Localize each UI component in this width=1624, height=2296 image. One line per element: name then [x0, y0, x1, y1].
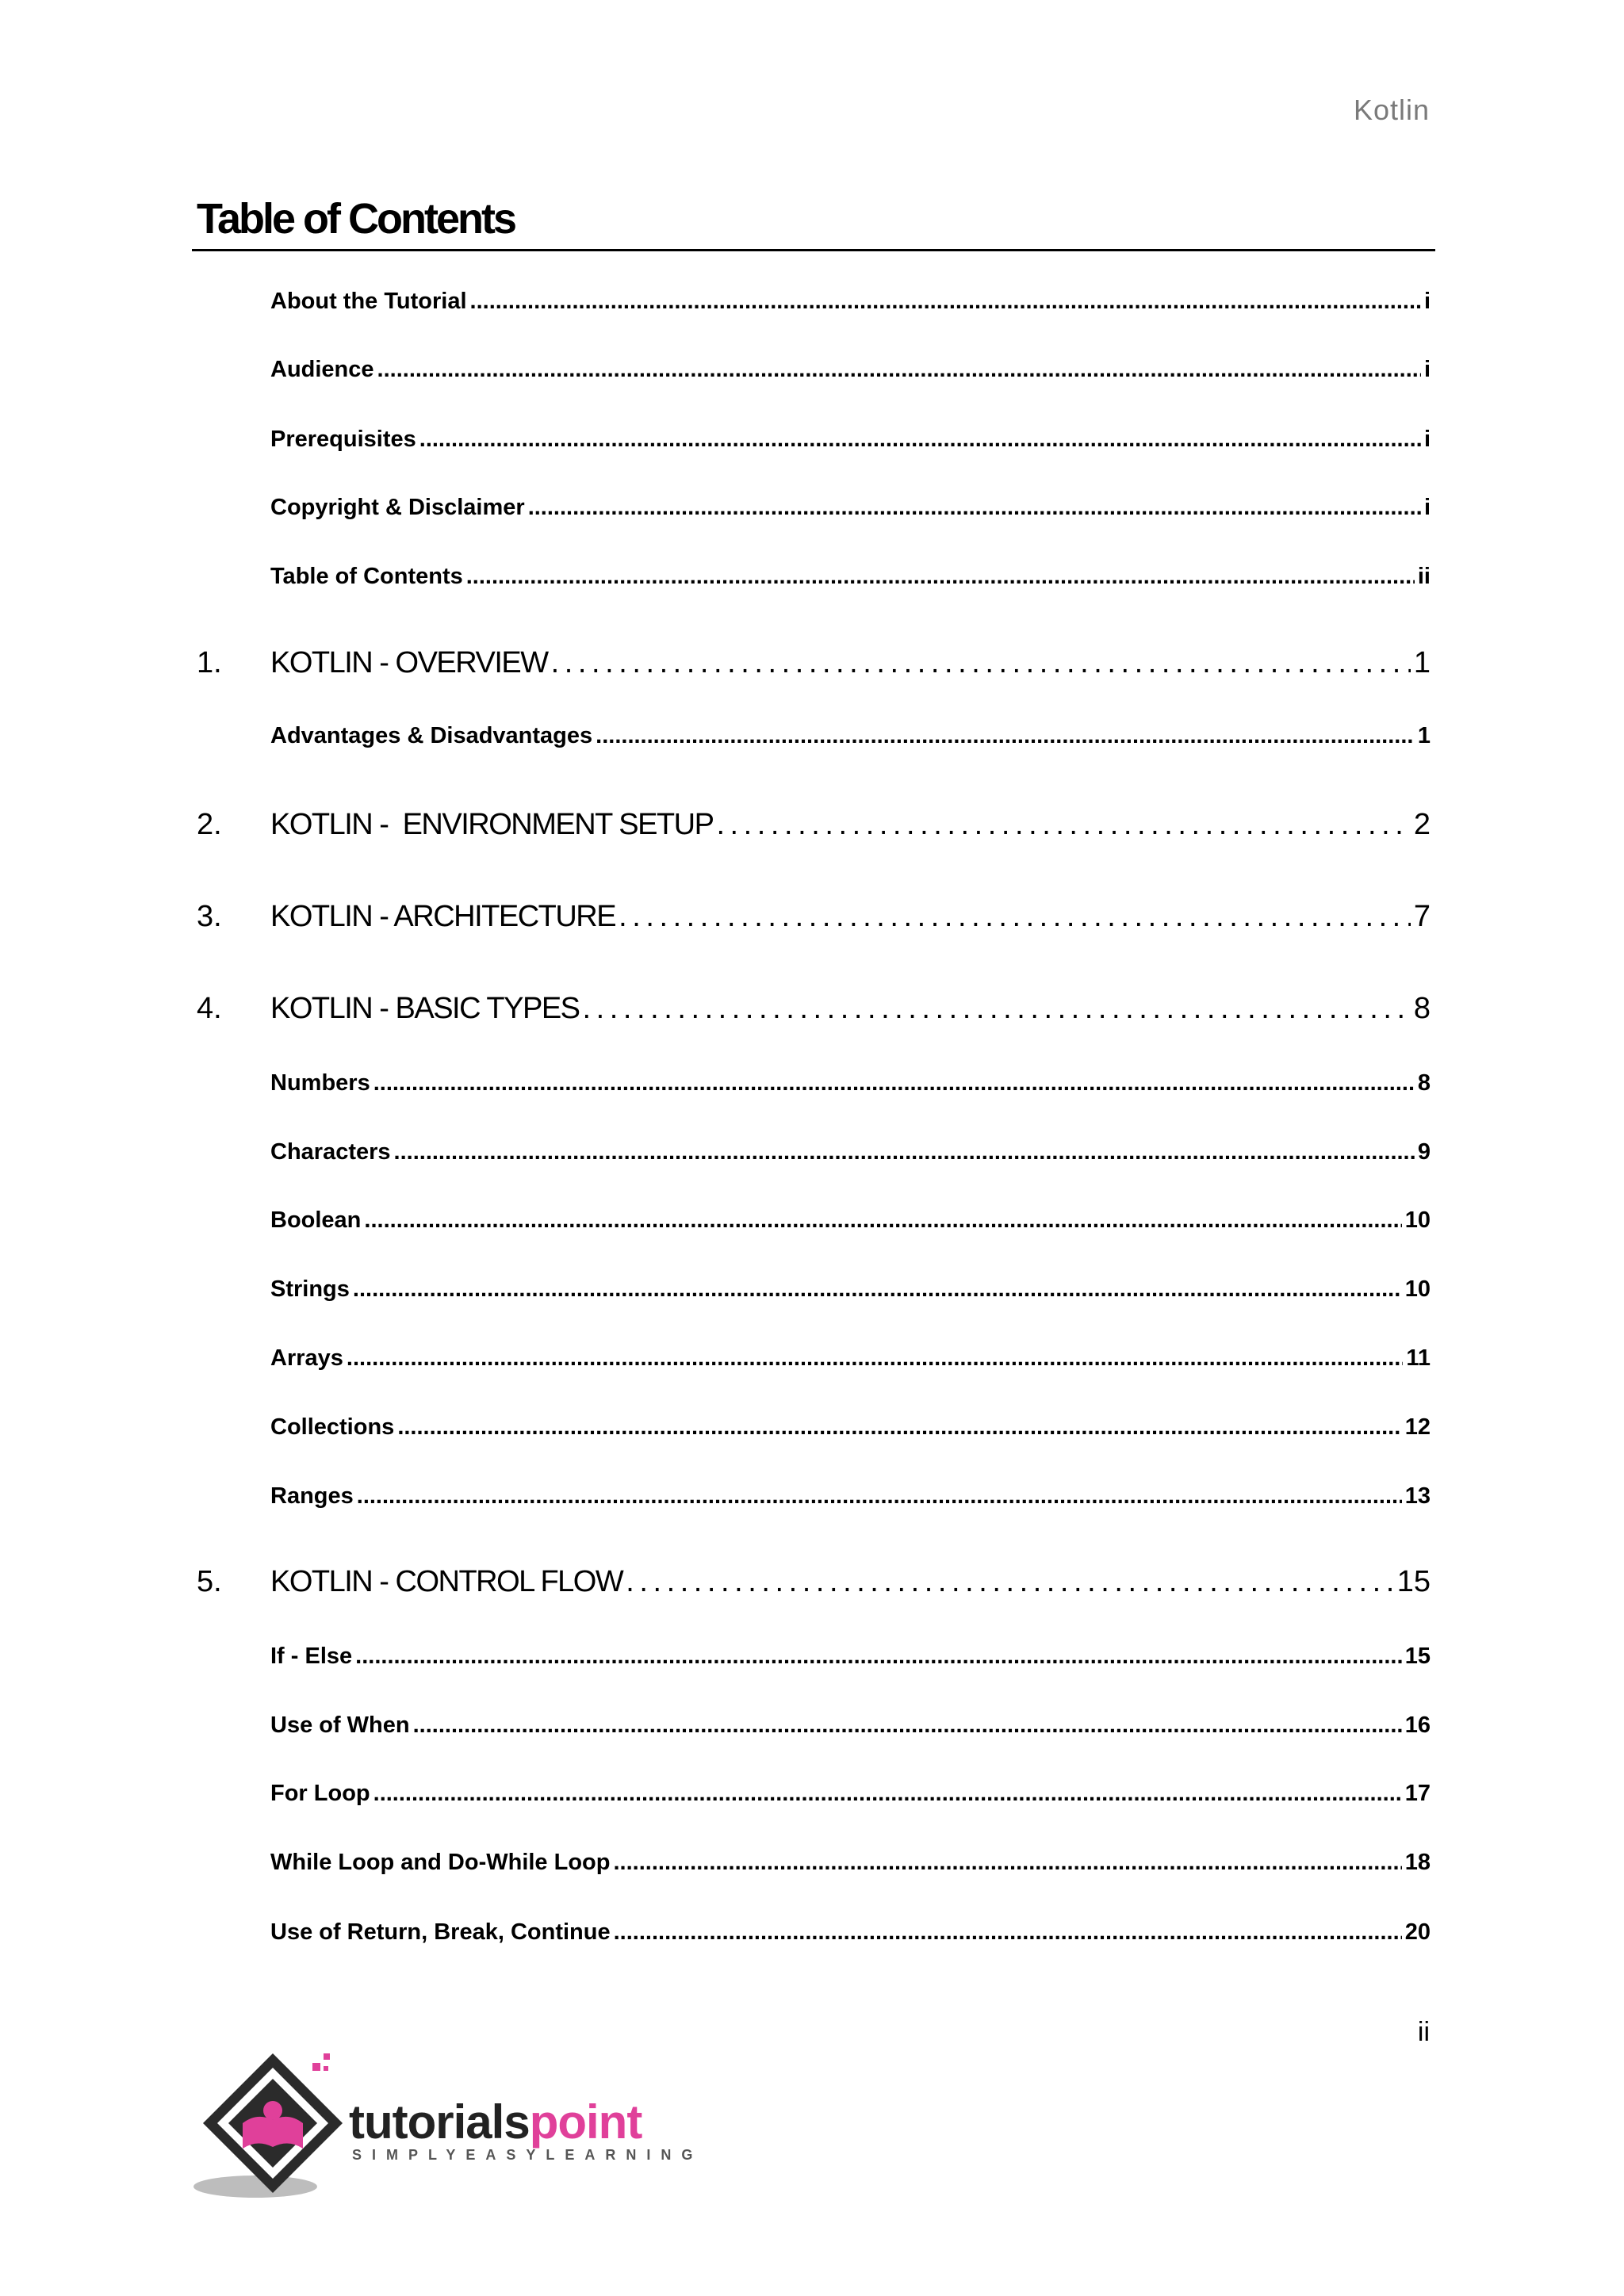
dot-leader: [377, 357, 1421, 383]
toc-chapter-number: 2.: [197, 808, 222, 841]
toc-entry-label: Boolean: [270, 1207, 362, 1233]
toc-entry[interactable]: [270, 1276, 1431, 1303]
toc-entry-page: i: [1423, 427, 1431, 452]
toc-chapter-page: 7: [1413, 900, 1431, 933]
toc-chapter-label: KOTLIN - ENVIRONMENT SETUP: [270, 808, 714, 841]
dot-leader: [626, 1565, 1393, 1599]
toc-chapter-label: KOTLIN - CONTROL FLOW: [270, 1565, 623, 1598]
toc-entry-page: 18: [1404, 1850, 1431, 1875]
toc-entry[interactable]: [270, 289, 1431, 315]
dot-leader: [619, 900, 1411, 934]
toc-entry-page: 11: [1406, 1345, 1431, 1371]
dot-leader: [596, 723, 1415, 749]
toc-entry-page: 20: [1404, 1919, 1431, 1945]
toc-entry[interactable]: [270, 495, 1431, 521]
toc-entry-label: Characters: [270, 1139, 391, 1165]
logo-tagline: SIMPLYEASYLEARNING: [352, 2147, 703, 2163]
toc-entry-label: About the Tutorial: [270, 289, 467, 314]
dot-leader: [364, 1207, 1401, 1234]
toc-entry-label: Numbers: [270, 1070, 370, 1096]
dot-leader: [470, 289, 1421, 315]
toc-entry[interactable]: [270, 1139, 1431, 1165]
dot-leader: [583, 992, 1411, 1026]
logo-text-dark: tutorials: [349, 2095, 530, 2149]
dot-leader: [394, 1139, 1415, 1165]
title-rule: [192, 249, 1435, 251]
toc-chapter[interactable]: [197, 1565, 1431, 1599]
toc-entry-label: For Loop: [270, 1781, 370, 1806]
toc-chapter-page: 8: [1413, 992, 1431, 1025]
toc-entry[interactable]: [270, 1345, 1431, 1372]
toc-chapter-label: KOTLIN - BASIC TYPES: [270, 992, 580, 1025]
toc-entry[interactable]: [270, 1712, 1431, 1739]
toc-entry[interactable]: [270, 1483, 1431, 1510]
toc-entry[interactable]: [270, 564, 1431, 590]
toc-entry[interactable]: [270, 1070, 1431, 1096]
toc-entry-page: 12: [1404, 1414, 1431, 1440]
toc-entry[interactable]: [270, 1781, 1431, 1807]
logo-wordmark: [349, 2095, 642, 2149]
dot-leader: [397, 1414, 1401, 1441]
toc-entry-label: Prerequisites: [270, 427, 416, 452]
toc-entry-page: 13: [1404, 1483, 1431, 1509]
dot-leader: [355, 1644, 1402, 1670]
toc-entry-label: If - Else: [270, 1644, 353, 1669]
toc-entry-page: ii: [1417, 564, 1431, 589]
toc-entry[interactable]: [270, 1644, 1431, 1670]
toc-chapter-number: 3.: [197, 900, 222, 933]
toc-entry-page: i: [1423, 289, 1431, 314]
toc-entry-label: Table of Contents: [270, 564, 463, 589]
logo-text-accent: point: [529, 2095, 642, 2149]
toc-chapter-label: KOTLIN - ARCHITECTURE: [270, 900, 616, 933]
dot-leader: [716, 808, 1410, 842]
dot-leader: [357, 1483, 1402, 1510]
toc-title: Table of Contents: [197, 195, 515, 243]
toc-entry[interactable]: [270, 1850, 1431, 1876]
toc-entry[interactable]: [270, 1207, 1431, 1234]
toc-entry[interactable]: [270, 427, 1431, 453]
dot-leader: [466, 564, 1415, 590]
toc-entry-label: Arrays: [270, 1345, 343, 1371]
toc-entry-page: i: [1423, 357, 1431, 382]
toc-chapter-page: 1: [1413, 646, 1431, 679]
dot-leader: [528, 495, 1421, 521]
toc-chapter-page: 15: [1396, 1565, 1431, 1598]
dot-leader: [614, 1919, 1402, 1946]
toc-entry-page: 17: [1404, 1781, 1431, 1806]
toc-chapter-page: 2: [1413, 808, 1431, 841]
toc-chapter[interactable]: [197, 992, 1431, 1026]
dot-leader: [373, 1070, 1415, 1096]
toc-entry-label: Strings: [270, 1276, 350, 1302]
dot-leader: [347, 1345, 1403, 1372]
toc-chapter-label: KOTLIN - OVERVIEW: [270, 646, 548, 679]
toc-entry-page: 9: [1417, 1139, 1431, 1165]
dot-leader: [551, 646, 1411, 680]
dot-leader: [613, 1850, 1401, 1876]
toc-chapter-number: 4.: [197, 992, 222, 1025]
toc-entry[interactable]: [270, 1919, 1431, 1946]
toc-entry-label: While Loop and Do-While Loop: [270, 1850, 611, 1875]
dot-leader: [419, 427, 1421, 453]
toc-entry-page: 15: [1404, 1644, 1431, 1669]
toc-entry-label: Audience: [270, 357, 374, 382]
toc-chapter[interactable]: [197, 808, 1431, 842]
toc-chapter[interactable]: [197, 646, 1431, 680]
toc-entry-page: 10: [1404, 1276, 1431, 1302]
toc-chapter-number: 5.: [197, 1565, 222, 1598]
toc-entry-label: Copyright & Disclaimer: [270, 495, 525, 520]
toc-entry-label: Ranges: [270, 1483, 354, 1509]
tutorialspoint-logo: [193, 2047, 733, 2206]
toc-entry[interactable]: [270, 357, 1431, 383]
running-header: Kotlin: [1353, 94, 1430, 126]
toc-entry-label: Use of Return, Break, Continue: [270, 1919, 611, 1945]
logo-emblem-icon: [193, 2047, 352, 2206]
dot-leader: [373, 1781, 1402, 1807]
dot-leader: [413, 1712, 1402, 1739]
dot-leader: [353, 1276, 1402, 1303]
toc-entry-page: i: [1423, 495, 1431, 520]
toc-entry-page: 1: [1417, 723, 1431, 748]
toc-entry-label: Use of When: [270, 1712, 410, 1738]
page-number: ii: [1417, 2017, 1430, 2047]
toc-entry[interactable]: [270, 1414, 1431, 1441]
toc-entry-page: 8: [1417, 1070, 1431, 1096]
toc-entry-label: Advantages & Disadvantages: [270, 723, 593, 748]
toc-chapter[interactable]: [197, 900, 1431, 934]
toc-chapter-number: 1.: [197, 646, 222, 679]
toc-entry-label: Collections: [270, 1414, 395, 1440]
toc-entry[interactable]: [270, 723, 1431, 749]
toc-entry-page: 10: [1404, 1207, 1431, 1233]
toc-entry-page: 16: [1404, 1712, 1431, 1738]
